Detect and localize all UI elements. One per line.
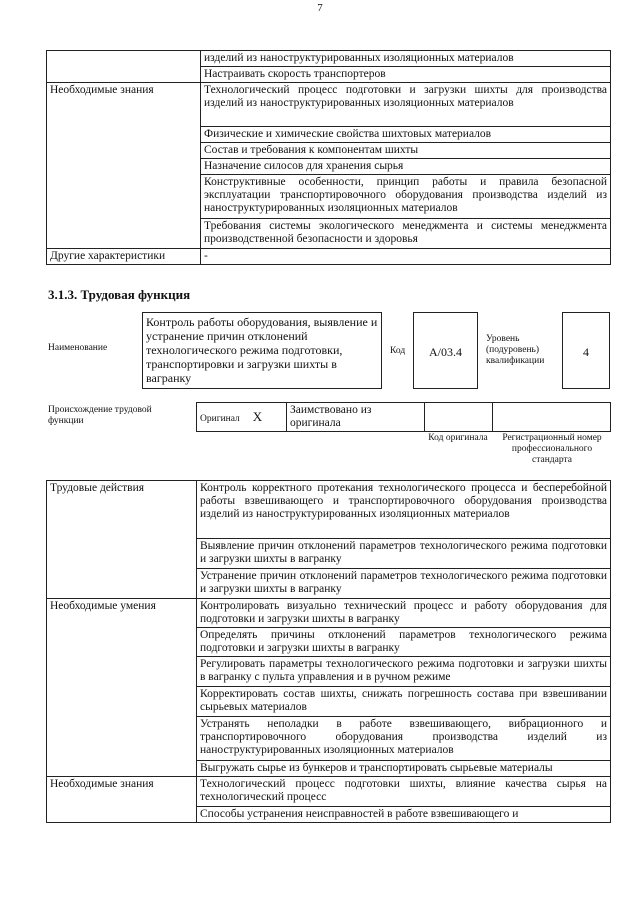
table-cell: Физические и химические свойства шихтовых материалов <box>201 127 611 143</box>
reg-caption: Регистрационный номер профессионального стандарта <box>502 433 602 465</box>
table-cell: Способы устранения неисправностей в работе взвешивающего и <box>197 807 611 823</box>
page-number: 7 <box>317 2 323 14</box>
origin-reg-cell <box>493 403 611 432</box>
origin-label: Происхождение трудовой функции <box>48 405 152 426</box>
table-cell: изделий из наноструктурированных изоляционных материалов <box>201 51 611 67</box>
code-caption: Код оригинала <box>428 433 488 443</box>
code-box <box>413 312 478 389</box>
origin-code-cell <box>425 403 493 432</box>
table-cell: Требования системы экологического менеджмента и системы менеджмента производственной безопасности и здоровья <box>201 219 611 249</box>
function-name-box <box>142 312 382 389</box>
table-cell: Определять причины отклонений параметров технологического режима подготовки и загрузки шихты в вагранку <box>197 628 611 657</box>
borrowed-label: Заимствовано из оригинала <box>287 403 425 432</box>
top-requirements-table <box>46 50 611 265</box>
function-name-value: Контроль работы оборудования, выявление и устранение причин отклонений технологического режима подготовки, транспортировки и загрузки шихты в вагранку <box>146 315 378 385</box>
table-cell: Настраивать скорость транспортеров <box>201 67 611 83</box>
original-mark: X <box>252 408 263 424</box>
name-label: Наименование <box>48 343 108 353</box>
table-cell: Контролировать визуально технический процесс и работу оборудования для подготовки и загрузки шихты в вагранку <box>197 599 611 628</box>
level-box <box>562 312 610 389</box>
table-cell: Технологический процесс подготовки и загрузки шихты для производства изделий из наноструктурированных изоляционных материалов <box>201 83 611 127</box>
original-cell <box>197 403 287 432</box>
table-cell: Технологический процесс подготовки шихты, влияние качества сырья на технологический процесс <box>197 777 611 807</box>
main-function-table <box>46 480 611 823</box>
code-label: Код <box>390 346 406 356</box>
table-cell: - <box>201 249 611 265</box>
table-cell: Выгружать сырье из бункеров и транспортировать сырьевые материалы <box>197 761 611 777</box>
original-label: Оригинал <box>200 413 240 424</box>
table-cell: Устранение причин отклонений параметров технологического режима подготовки и загрузки шихты в вагранку <box>197 569 611 599</box>
table-cell: Контроль корректного протекания технологического процесса и бесперебойной работы взвешивающего и транспортировочного оборудования производства изделий из наноструктурированных изоляционных материалов <box>197 481 611 539</box>
table-cell: Назначение силосов для хранения сырья <box>201 159 611 175</box>
level-label: Уровень (подуровень) квалификации <box>486 334 545 366</box>
table-cell: Состав и требования к компонентам шихты <box>201 143 611 159</box>
table-label-cell: Необходимые знания <box>47 83 201 249</box>
table-cell: Выявление причин отклонений параметров технологического режима подготовки и загрузки шихты в вагранку <box>197 539 611 569</box>
table-cell: Корректировать состав шихты, снижать погрешность состава при взвешивании сырьевых материалов <box>197 687 611 717</box>
table-cell: Конструктивные особенности, принцип работы и правила безопасной эксплуатации транспортировочного оборудования производства изделий из наноструктурированных изоляционных материалов <box>201 175 611 219</box>
table-cell: Регулировать параметры технологического режима подготовки и загрузки шихты в вагранку с пульта управления и в ручном режиме <box>197 657 611 687</box>
table-label-cell: Трудовые действия <box>47 481 197 599</box>
table-label-cell <box>47 51 201 83</box>
code-value: А/03.4 <box>429 345 462 359</box>
origin-table <box>196 402 611 432</box>
section-title: 3.1.3. Трудовая функция <box>48 287 191 302</box>
level-value: 4 <box>583 345 589 359</box>
table-cell: Устранять неполадки в работе взвешивающего, вибрационного и транспортировочного оборудования производства изделий из наноструктурированных изоляционных материалов <box>197 717 611 761</box>
table-label-cell: Необходимые умения <box>47 599 197 777</box>
table-label-cell: Другие характеристики <box>47 249 201 265</box>
table-label-cell: Необходимые знания <box>47 777 197 823</box>
